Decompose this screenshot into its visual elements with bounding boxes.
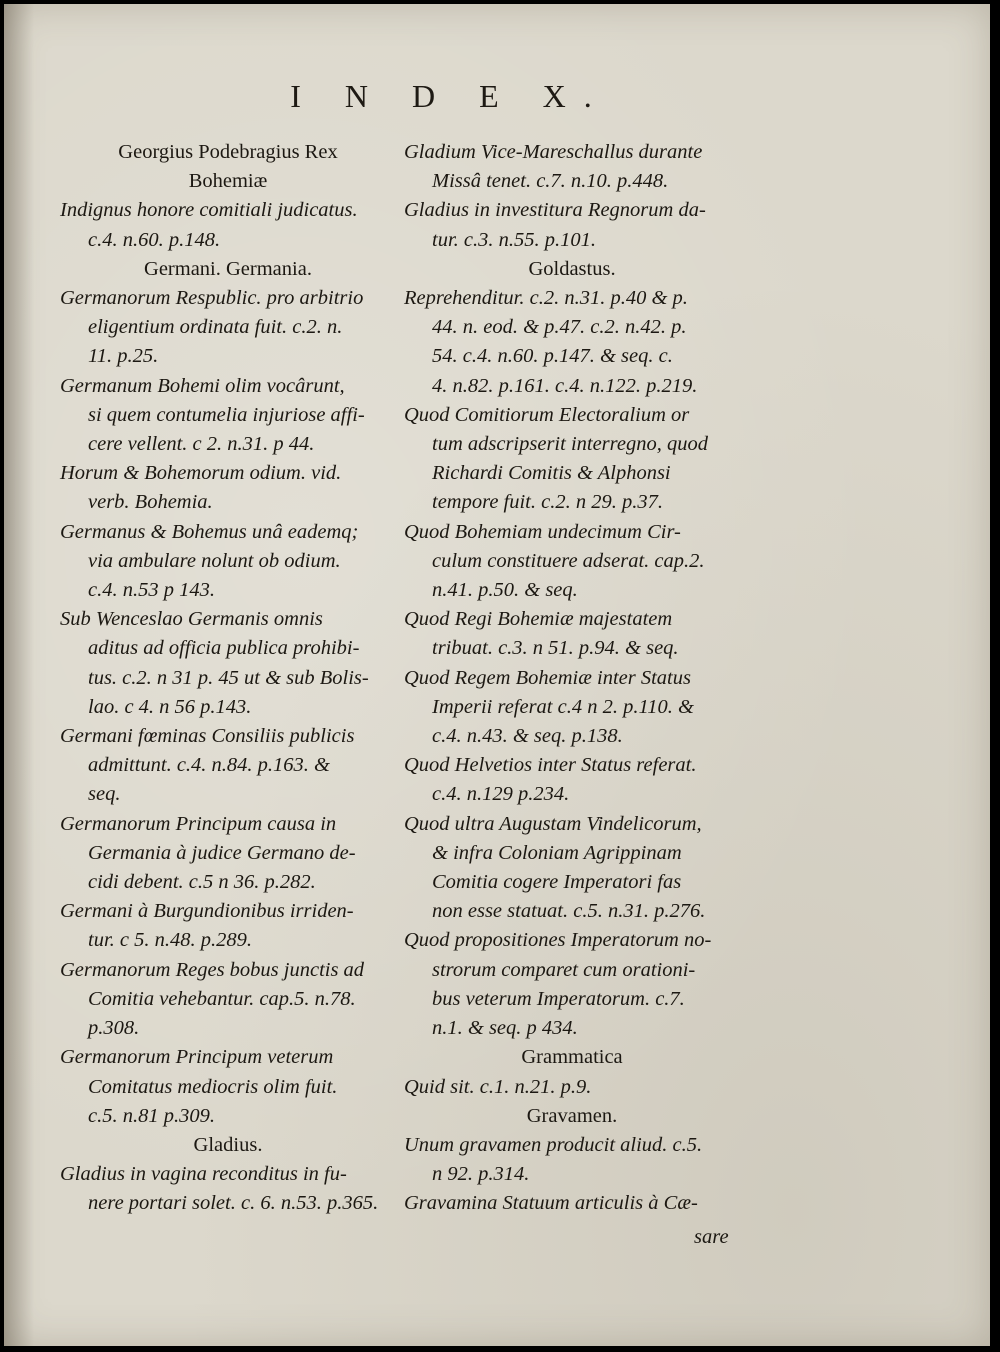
index-heading: Bohemiæ <box>188 170 268 193</box>
index-entry <box>60 722 396 810</box>
entry-line: Germanus & Bohemus unâ eademq; <box>60 520 359 543</box>
entry-line: Missâ tenet. c.7. n.10. p.448. <box>432 170 669 193</box>
entry-line: nere portari solet. c. 6. n.53. p.365. <box>88 1192 379 1215</box>
entry-line: Gladium Vice-Mareschallus durante <box>404 141 703 163</box>
entry-line: 4. n.82. p.161. c.4. n.122. p.219. <box>432 374 698 397</box>
index-entry <box>60 956 396 1044</box>
entry-line: Horum & Bohemorum odium. vid. <box>60 462 342 485</box>
entry-line: Richardi Comitis & Alphonsi <box>432 462 671 485</box>
entry-line: tum adscripserit interregno, quod <box>432 433 708 456</box>
entry-line: Germanorum Principum causa in <box>60 812 337 835</box>
entry-line: n.41. p.50. & seq. <box>432 579 578 602</box>
entry-line: c.4. n.60. p.148. <box>88 228 221 251</box>
entry-line: Quod Bohemiam undecimum Cir- <box>404 520 681 543</box>
index-entry <box>404 138 740 196</box>
entry-line: Gravamina Statuum articulis à Cæ- <box>404 1192 698 1215</box>
entry-line: non esse statuat. c.5. n.31. p.276. <box>432 900 706 923</box>
entry-line: via ambulare nolunt ob odium. <box>88 549 341 572</box>
index-entry <box>60 372 396 460</box>
entry-line: Gladius in investitura Regnorum da- <box>404 199 706 222</box>
entry-line: Comitia vehebantur. cap.5. n.78. <box>88 987 356 1010</box>
index-entry <box>404 605 740 663</box>
entry-line: Sub Wenceslao Germanis omnis <box>60 608 323 631</box>
entry-line: Reprehenditur. c.2. n.31. p.40 & p. <box>404 287 688 310</box>
entry-line: Quod Regem Bohemiæ inter Status <box>404 666 691 689</box>
index-entry <box>404 401 740 518</box>
index-entry <box>404 518 740 606</box>
entry-line: Quod Helvetios inter Status referat. <box>404 754 697 777</box>
entry-line: tus. c.2. n 31 p. 45 ut & sub Bolis- <box>88 666 369 689</box>
index-heading: Georgius Podebragius Rex <box>118 141 338 163</box>
entry-line: bus veterum Imperatorum. c.7. <box>432 987 685 1010</box>
index-heading: Gravamen. <box>526 1104 618 1127</box>
entry-line: n 92. p.314. <box>432 1163 530 1186</box>
entry-line: Germania à judice Germano de- <box>88 841 356 864</box>
entry-line: verb. Bohemia. <box>88 491 213 514</box>
entry-line: Quid sit. c.1. n.21. p.9. <box>404 1075 592 1098</box>
entry-line: Germanorum Respublic. pro arbitrio <box>60 287 364 310</box>
index-entry <box>404 284 740 401</box>
entry-line: cere vellent. c 2. n.31. p 44. <box>88 433 315 456</box>
index-entry <box>60 518 396 606</box>
entry-line: culum constituere adserat. cap.2. <box>432 549 705 572</box>
entry-line: c.4. n.53 p 143. <box>88 579 215 602</box>
index-entry <box>60 284 396 372</box>
entry-line: tur. c.3. n.55. p.101. <box>432 228 596 251</box>
entry-line: lao. c 4. n 56 p.143. <box>88 695 252 718</box>
entry-line: 11. p.25. <box>88 345 159 368</box>
entry-line: tribuat. c.3. n 51. p.94. & seq. <box>432 637 679 660</box>
entry-line: Quod Comitiorum Electoralium or <box>404 403 690 426</box>
index-entry <box>404 664 740 752</box>
catchword: sare <box>694 1226 729 1248</box>
entry-line: 54. c.4. n.60. p.147. & seq. c. <box>432 345 673 368</box>
entry-line: Imperii referat c.4 n 2. p.110. & <box>432 695 694 718</box>
entry-line: Germanorum Principum veterum <box>60 1046 334 1069</box>
index-heading: Goldastus. <box>528 257 616 280</box>
entry-line: Quod ultra Augustam Vindelicorum, <box>404 812 702 835</box>
index-entry <box>404 1189 740 1218</box>
index-entry <box>60 459 396 517</box>
index-heading: Germani. Germania. <box>144 257 312 280</box>
entry-line: si quem contumelia injuriose affi- <box>88 403 365 426</box>
index-entry <box>60 1043 396 1131</box>
index-entry <box>60 196 396 254</box>
entry-line: Gladius in vagina reconditus in fu- <box>60 1163 347 1186</box>
entry-line: Germanum Bohemi olim vocârunt, <box>60 374 345 397</box>
entry-line: p.308. <box>88 1017 140 1040</box>
page-gutter-shadow <box>4 4 34 1346</box>
entry-line: Quod propositiones Imperatorum no- <box>404 929 712 952</box>
entry-line: c.4. n.43. & seq. p.138. <box>432 725 623 748</box>
entry-line: Germanorum Reges bobus junctis ad <box>60 958 365 981</box>
entry-line: Comitatus mediocris olim fuit. <box>88 1075 338 1098</box>
index-entry <box>404 196 740 254</box>
index-entry <box>404 1131 740 1189</box>
entry-line: Comitia cogere Imperatori fas <box>432 871 682 894</box>
entry-line: & infra Coloniam Agrippinam <box>432 841 682 864</box>
entry-line: Germani fœminas Consiliis publicis <box>60 725 355 748</box>
index-entry <box>60 1160 396 1218</box>
entry-line: Unum gravamen producit aliud. c.5. <box>404 1133 703 1156</box>
index-entry <box>404 751 740 809</box>
index-entry <box>404 1073 740 1102</box>
page-title: I N D E X. <box>290 78 610 114</box>
entry-line: c.4. n.129 p.234. <box>432 783 570 806</box>
index-heading: Grammatica <box>521 1046 623 1069</box>
entry-line: tempore fuit. c.2. n 29. p.37. <box>432 491 663 514</box>
index-entry <box>60 810 396 898</box>
index-entry <box>404 926 740 1043</box>
entry-line: eligentium ordinata fuit. c.2. n. <box>88 316 343 339</box>
entry-line: strorum comparet cum orationi- <box>432 958 696 981</box>
left-column <box>60 138 396 1219</box>
entry-line: tur. c 5. n.48. p.289. <box>88 929 252 952</box>
index-entry <box>60 897 396 955</box>
index-entry <box>404 810 740 927</box>
entry-line: admittunt. c.4. n.84. p.163. & <box>88 754 331 777</box>
entry-line: cidi debent. c.5 n 36. p.282. <box>88 871 316 894</box>
entry-line: seq. <box>88 783 121 806</box>
entry-line: Indignus honore comitiali judicatus. <box>60 199 358 222</box>
entry-line: Quod Regi Bohemiæ majestatem <box>404 608 673 631</box>
entry-line: n.1. & seq. p 434. <box>432 1017 578 1040</box>
entry-line: Germani à Burgundionibus irriden- <box>60 900 354 923</box>
index-heading: Gladius. <box>193 1133 263 1156</box>
right-column <box>404 138 740 1219</box>
index-entry <box>60 605 396 722</box>
entry-line: 44. n. eod. & p.47. c.2. n.42. p. <box>432 316 687 339</box>
entry-line: aditus ad officia publica prohibi- <box>88 637 360 660</box>
entry-line: c.5. n.81 p.309. <box>88 1104 215 1127</box>
